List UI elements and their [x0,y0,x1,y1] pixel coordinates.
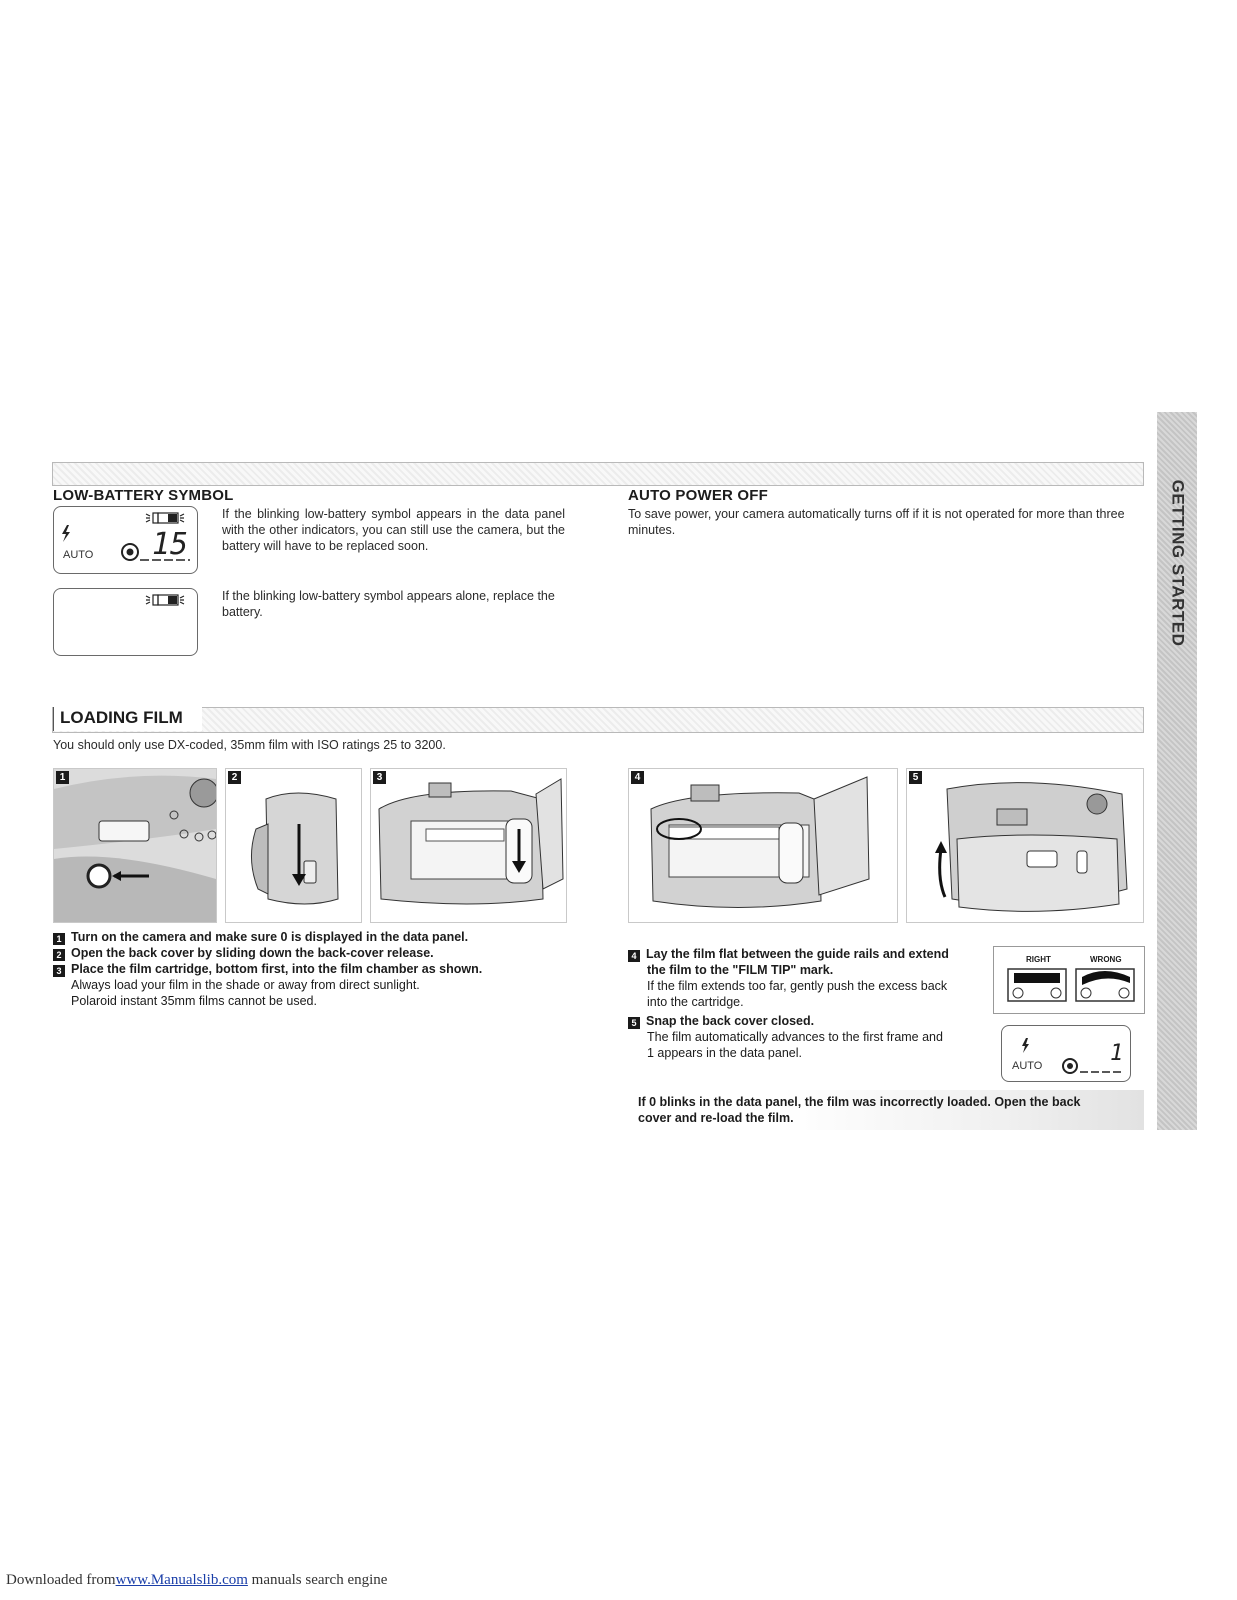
data-panel-low-battery-alone [53,588,198,656]
figure-5-illustration [907,769,1143,922]
step-3-note-1: Always load your film in the shade or away from direct sunlight. [71,978,420,992]
step-5-note-2: 1 appears in the data panel. [647,1046,802,1060]
figure-3-number: 3 [373,771,386,784]
step-2 [53,945,434,961]
figure-2-illustration [226,769,361,922]
right-label: RIGHT [1026,955,1051,964]
loading-film-intro: You should only use DX-coded, 35mm film with ISO ratings 25 to 3200. [53,738,446,752]
figure-4-number: 4 [631,771,644,784]
step-2-number: 2 [53,949,65,961]
low-battery-icon [146,595,184,605]
figure-1-power-button [53,768,217,923]
figure-1-number: 1 [56,771,69,784]
low-battery-para2: If the blinking low-battery symbol appears alone, replace the battery. [222,589,555,619]
low-battery-icon [146,513,184,523]
panel1-mode: AUTO [63,549,94,561]
panel2-mode: AUTO [1012,1060,1043,1072]
flash-icon [1022,1038,1029,1053]
footer-prefix: Downloaded from [6,1572,116,1588]
footer [6,1572,387,1589]
figure-5-close-back-cover [906,768,1144,923]
step-5-note-1: The film automatically advances to the first frame and [647,1030,943,1044]
step-5-title: Snap the back cover closed. [646,1014,815,1028]
data-panel-low-battery-with-indicators [53,506,198,574]
low-battery-alone-graphic [54,589,197,655]
figure-3-film-cartridge [370,768,567,923]
panel1-counter: 15 [152,527,189,562]
figure-3-illustration [371,769,566,922]
low-battery-para1: If the blinking low-battery symbol appears in the data panel with the other indicators, you can still use the camera, but the battery will have to be replaced soon. [222,507,565,553]
step-5-number: 5 [628,1017,640,1029]
side-tab-label: GETTING STARTED [1168,479,1188,647]
flash-icon [62,525,70,542]
data-panel-film-loaded [1001,1025,1131,1082]
figure-2-number: 2 [228,771,241,784]
right-wrong-diagram [993,946,1145,1014]
step-3-note-2: Polaroid instant 35mm films cannot be used. [71,994,317,1008]
side-tab-label-wrap [1157,478,1197,648]
warning-line-2: cover and re-load the film. [638,1111,794,1125]
figure-2-back-cover-release [225,768,362,923]
step-4-number: 4 [628,950,640,962]
warning-line-1: If 0 blinks in the data panel, the film was incorrectly loaded. Open the back [638,1095,1081,1109]
wrong-label: WRONG [1090,955,1122,964]
step-2-text: Open the back cover by sliding down the back-cover release. [71,946,434,960]
step-3-text: Place the film cartridge, bottom first, into the film chamber as shown. [71,962,483,976]
step-5 [628,1013,814,1029]
footer-suffix: manuals search engine [247,1572,388,1588]
auto-power-off-text: To save power, your camera automatically turns off if it is not operated for more than three minutes. [628,507,1125,537]
step-1-number: 1 [53,933,65,945]
step-4-line-2: the film to the "FILM TIP" mark. [647,963,834,977]
figure-5-number: 5 [909,771,922,784]
footer-link[interactable]: www.Manualslib.com [115,1572,248,1588]
right-wrong-illustration [994,947,1144,1013]
step-4 [628,946,949,962]
step-1-text: Turn on the camera and make sure 0 is displayed in the data panel. [71,930,469,944]
auto-power-off-title: AUTO POWER OFF [628,487,769,504]
loading-film-title: LOADING FILM [53,707,202,731]
figure-4-film-guide-rails [628,768,898,923]
low-battery-title: LOW-BATTERY SYMBOL [53,487,234,504]
section-divider-loading [52,707,1144,733]
step-1 [53,929,468,945]
step-4-note-2: into the cartridge. [647,995,744,1009]
step-3-number: 3 [53,965,65,977]
figure-4-illustration [629,769,897,922]
step-4-line-1: Lay the film flat between the guide rails and extend [646,947,949,961]
panel2-counter: 1 [1110,1041,1124,1066]
figure-1-illustration [54,769,216,922]
step-4-note-1: If the film extends too far, gently push the excess back [647,979,948,993]
section-divider-top [52,462,1144,486]
step-3 [53,961,482,977]
